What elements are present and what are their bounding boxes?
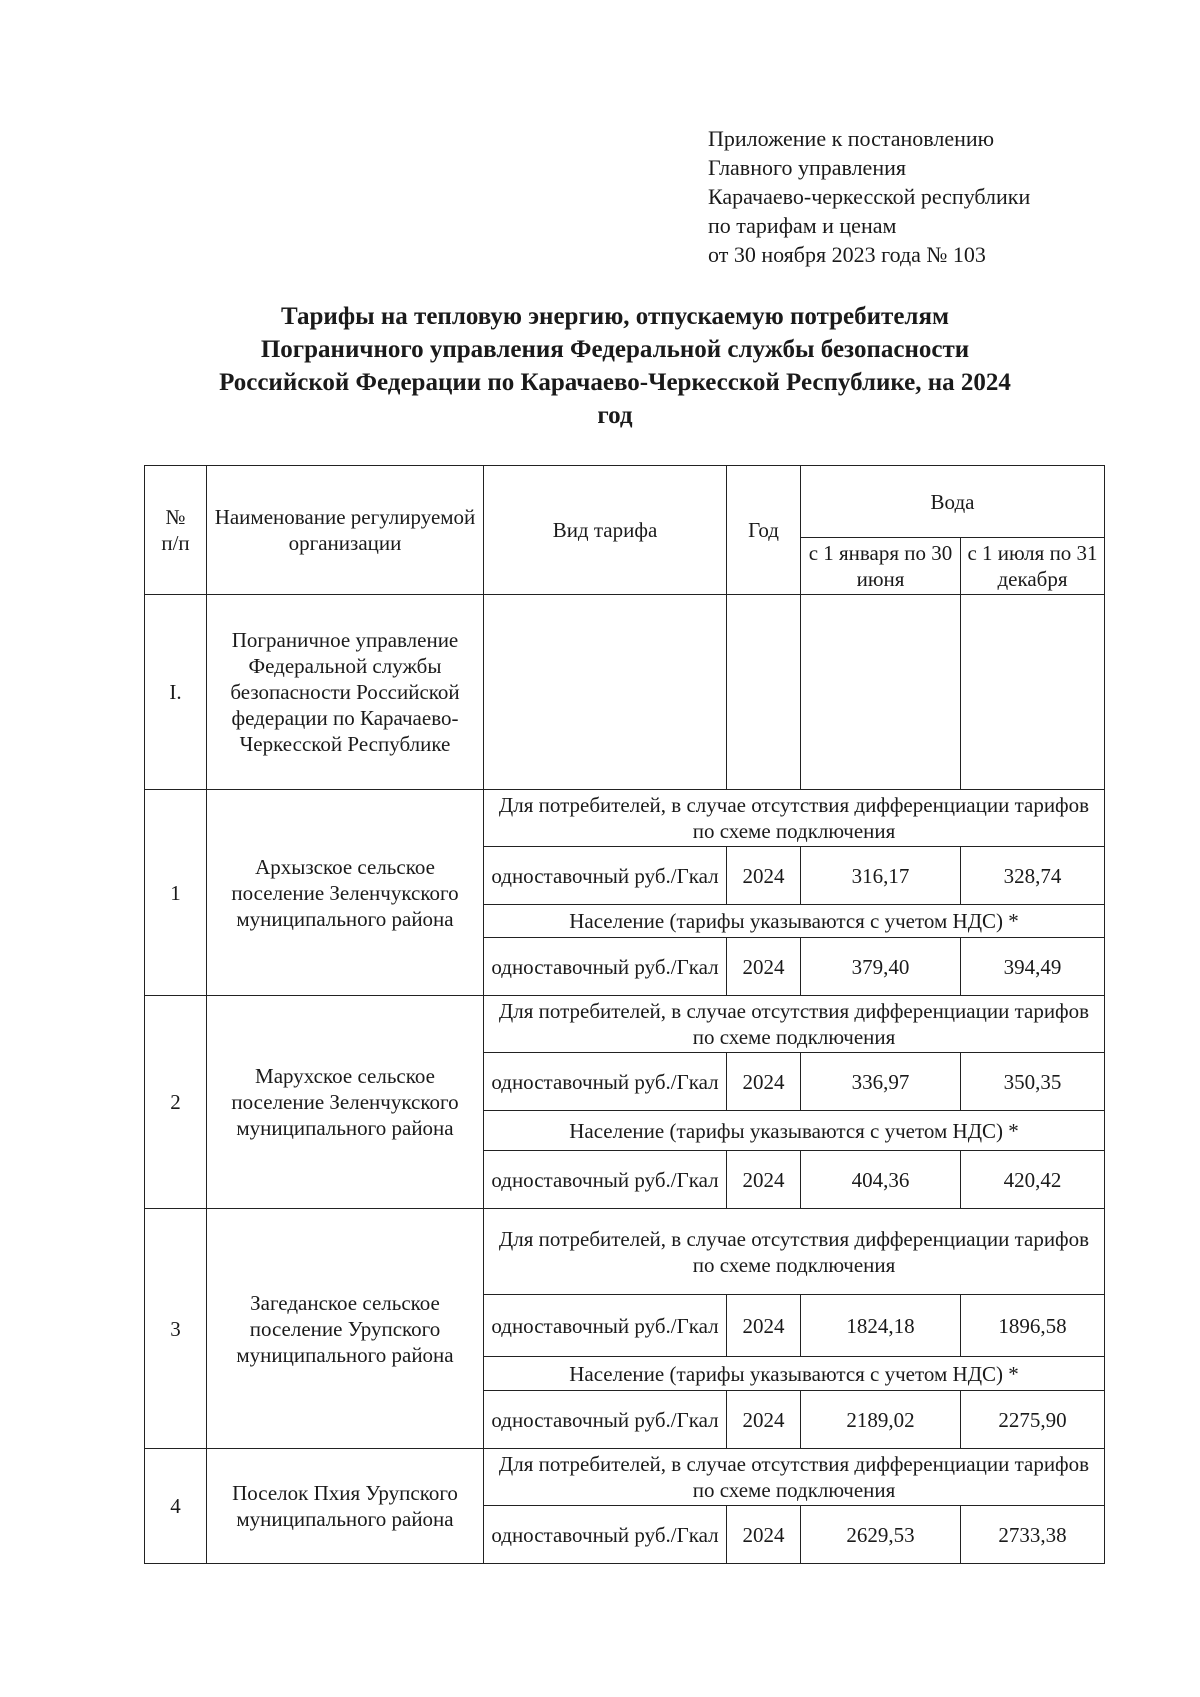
- rate-value-h2: 2733,38: [961, 1506, 1105, 1564]
- rate-kind: одноставочный руб./Гкал: [484, 1295, 727, 1357]
- appendix-line: Карачаево-черкесской республики: [708, 184, 1031, 209]
- rate-value-h1: 316,17: [801, 847, 961, 905]
- rate-kind: одноставочный руб./Гкал: [484, 938, 727, 996]
- rate-value-h1: 1824,18: [801, 1295, 961, 1357]
- document-title: [150, 300, 1080, 432]
- rate-year: 2024: [727, 938, 801, 996]
- rate-value-h2: 420,42: [961, 1151, 1105, 1209]
- row-organization: Загеданское сельское поселение Урупского муниципального района: [207, 1209, 484, 1449]
- row-number: 2: [145, 996, 207, 1209]
- title-line: Пограничного управления Федеральной службы безопасности: [260, 336, 970, 363]
- rate-year: 2024: [727, 1506, 801, 1564]
- rate-year: 2024: [727, 1391, 801, 1449]
- rate-value-h1: 379,40: [801, 938, 961, 996]
- appendix-line: Главного управления: [708, 155, 906, 180]
- section-organization: Пограничное управление Федеральной службы безопасности Российской федерации по Карачаево-Черкесской Республике: [207, 595, 484, 790]
- section-number: I.: [145, 595, 207, 790]
- rate-value-h1: 404,36: [801, 1151, 961, 1209]
- row-organization: Поселок Пхия Урупского муниципального района: [207, 1449, 484, 1564]
- rate-year: 2024: [727, 1295, 801, 1357]
- category-consumers: Для потребителей, в случае отсутствия дифференциации тарифов по схеме подключения: [484, 996, 1105, 1053]
- header-water: Вода: [801, 466, 1105, 538]
- rate-value-h1: 2189,02: [801, 1391, 961, 1449]
- rate-value-h1: 2629,53: [801, 1506, 961, 1564]
- category-population: Население (тарифы указываются с учетом НДС) *: [484, 1357, 1105, 1391]
- row-number: 3: [145, 1209, 207, 1449]
- category-population: Население (тарифы указываются с учетом НДС) *: [484, 1111, 1105, 1151]
- section-row: [145, 595, 1105, 790]
- category-population: Население (тарифы указываются с учетом НДС) *: [484, 905, 1105, 938]
- title-line: Российской Федерации по Карачаево-Черкесской Республике, на 2024: [219, 369, 1011, 396]
- rate-kind: одноставочный руб./Гкал: [484, 847, 727, 905]
- rate-kind: одноставочный руб./Гкал: [484, 1391, 727, 1449]
- row-number: 4: [145, 1449, 207, 1564]
- rate-kind: одноставочный руб./Гкал: [484, 1053, 727, 1111]
- rate-kind: одноставочный руб./Гкал: [484, 1151, 727, 1209]
- header-year: Год: [727, 466, 801, 595]
- empty-cell: [801, 595, 961, 790]
- category-consumers: Для потребителей, в случае отсутствия дифференциации тарифов по схеме подключения: [484, 790, 1105, 847]
- rate-value-h2: 350,35: [961, 1053, 1105, 1111]
- category-consumers: Для потребителей, в случае отсутствия дифференциации тарифов по схеме подключения: [484, 1449, 1105, 1506]
- header-organization: Наименование регулируемой организации: [207, 466, 484, 595]
- appendix-line: по тарифам и ценам: [708, 213, 897, 238]
- title-line: Тарифы на тепловую энергию, отпускаемую потребителям: [280, 303, 950, 330]
- rate-year: 2024: [727, 1151, 801, 1209]
- title-line: год: [597, 402, 633, 429]
- header-tariff-kind: Вид тарифа: [484, 466, 727, 595]
- table-row: [145, 996, 1105, 1053]
- rate-kind: одноставочный руб./Гкал: [484, 1506, 727, 1564]
- category-consumers: Для потребителей, в случае отсутствия дифференциации тарифов по схеме подключения: [484, 1209, 1105, 1295]
- header-period-1: с 1 января по 30 июня: [801, 538, 961, 595]
- tariff-table: [144, 465, 1105, 1564]
- row-number: 1: [145, 790, 207, 996]
- rate-year: 2024: [727, 1053, 801, 1111]
- rate-value-h1: 336,97: [801, 1053, 961, 1111]
- empty-cell: [727, 595, 801, 790]
- table-row: [145, 790, 1105, 847]
- rate-value-h2: 2275,90: [961, 1391, 1105, 1449]
- empty-cell: [961, 595, 1105, 790]
- appendix-line: от 30 ноября 2023 года № 103: [708, 242, 986, 267]
- rate-value-h2: 1896,58: [961, 1295, 1105, 1357]
- rate-value-h2: 328,74: [961, 847, 1105, 905]
- header-period-2: с 1 июля по 31 декабря: [961, 538, 1105, 595]
- table-row: [145, 1209, 1105, 1295]
- header-number: № п/п: [145, 466, 207, 595]
- row-organization: Марухское сельское поселение Зеленчукского муниципального района: [207, 996, 484, 1209]
- appendix-block: [708, 124, 1030, 269]
- row-organization: Архызское сельское поселение Зеленчукского муниципального района: [207, 790, 484, 996]
- empty-cell: [484, 595, 727, 790]
- rate-value-h2: 394,49: [961, 938, 1105, 996]
- rate-year: 2024: [727, 847, 801, 905]
- appendix-line: Приложение к постановлению: [708, 126, 995, 151]
- table-row: [145, 1449, 1105, 1506]
